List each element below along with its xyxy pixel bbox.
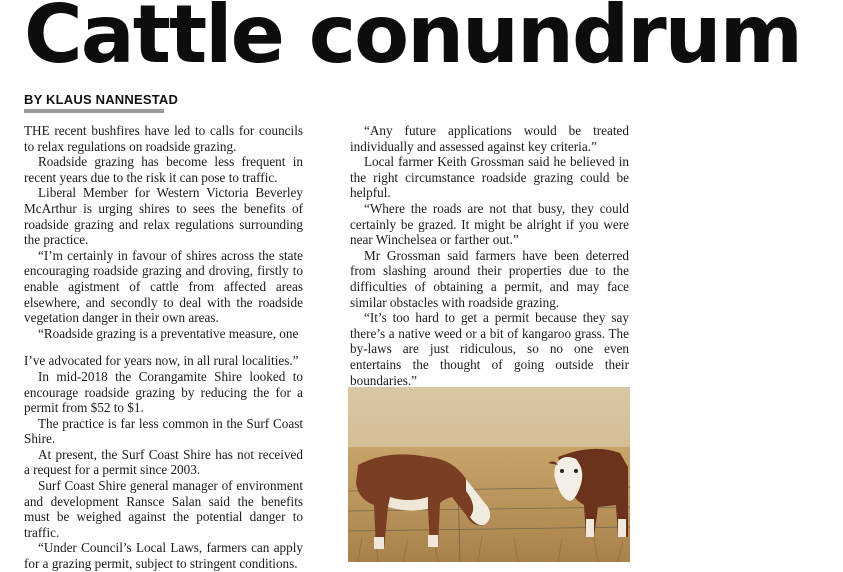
article-column-right — [350, 123, 629, 388]
paragraph: At present, the Surf Coast Shire has not received a request for a permit since 2003. — [24, 446, 303, 478]
paragraph: “Any future applications would be treated individually and assessed against key criteria.” — [350, 123, 629, 154]
byline: BY KLAUS NANNESTAD — [24, 92, 179, 107]
paragraph: “It’s too hard to get a permit because they say there’s a native weed or a bit of kangaroo grass. The by-laws are just ridiculous, so no one even entertains the thought of going outside their boundaries.” — [350, 310, 629, 388]
headline: Cattle conundrum — [24, 0, 801, 81]
article-column-left — [24, 123, 303, 572]
paragraph: Mr Grossman said farmers have been deterred from slashing around their properties due to the difficulties of obtaining a permit, and may face similar obstacles with roadside grazing. — [350, 247, 629, 310]
paragraph: The practice is far less common in the Surf Coast Shire. — [24, 415, 303, 447]
paragraph: “Where the roads are not that busy, they could certainly be grazed. It might be alright if you were near Winchelsea or farther out.” — [350, 200, 629, 248]
byline-rule — [24, 109, 164, 113]
paragraph: Surf Coast Shire general manager of environment and development Ransce Salan said the benefits must be weighed against the potential danger to traffic. — [24, 478, 303, 540]
paragraph: In mid-2018 the Corangamite Shire looked to encourage roadside grazing by reducing the for a permit from $52 to $1. — [24, 368, 303, 416]
paragraph: THE recent bushfires have led to calls for councils to relax regulations on roadside grazing. — [24, 123, 303, 154]
cattle-photo — [348, 387, 630, 562]
paragraph: Local farmer Keith Grossman said he believed in the right circumstance roadside grazing could be helpful. — [350, 154, 629, 201]
paragraph: Liberal Member for Western Victoria Beverley McArthur is urging shires to sees the benefits of roadside grazing and relax regulations surrounding the practice. — [24, 185, 303, 248]
paragraph: “Under Council’s Local Laws, farmers can apply for a grazing permit, subject to stringent conditions. — [24, 540, 303, 572]
paragraph: Roadside grazing has become less frequent in recent years due to the risk it can pose to traffic. — [24, 154, 303, 185]
paragraph: “Roadside grazing is a preventative measure, one — [38, 325, 299, 341]
paragraph: “I’m certainly in favour of shires across the state encouraging roadside grazing and droving, firstly to enable agistment of cattle from affected areas elsewhere, and secondly to deal with the roadside vegetation danger in their own areas. — [24, 247, 303, 326]
paragraph: I’ve advocated for years now, in all rural localities.” — [24, 353, 299, 369]
